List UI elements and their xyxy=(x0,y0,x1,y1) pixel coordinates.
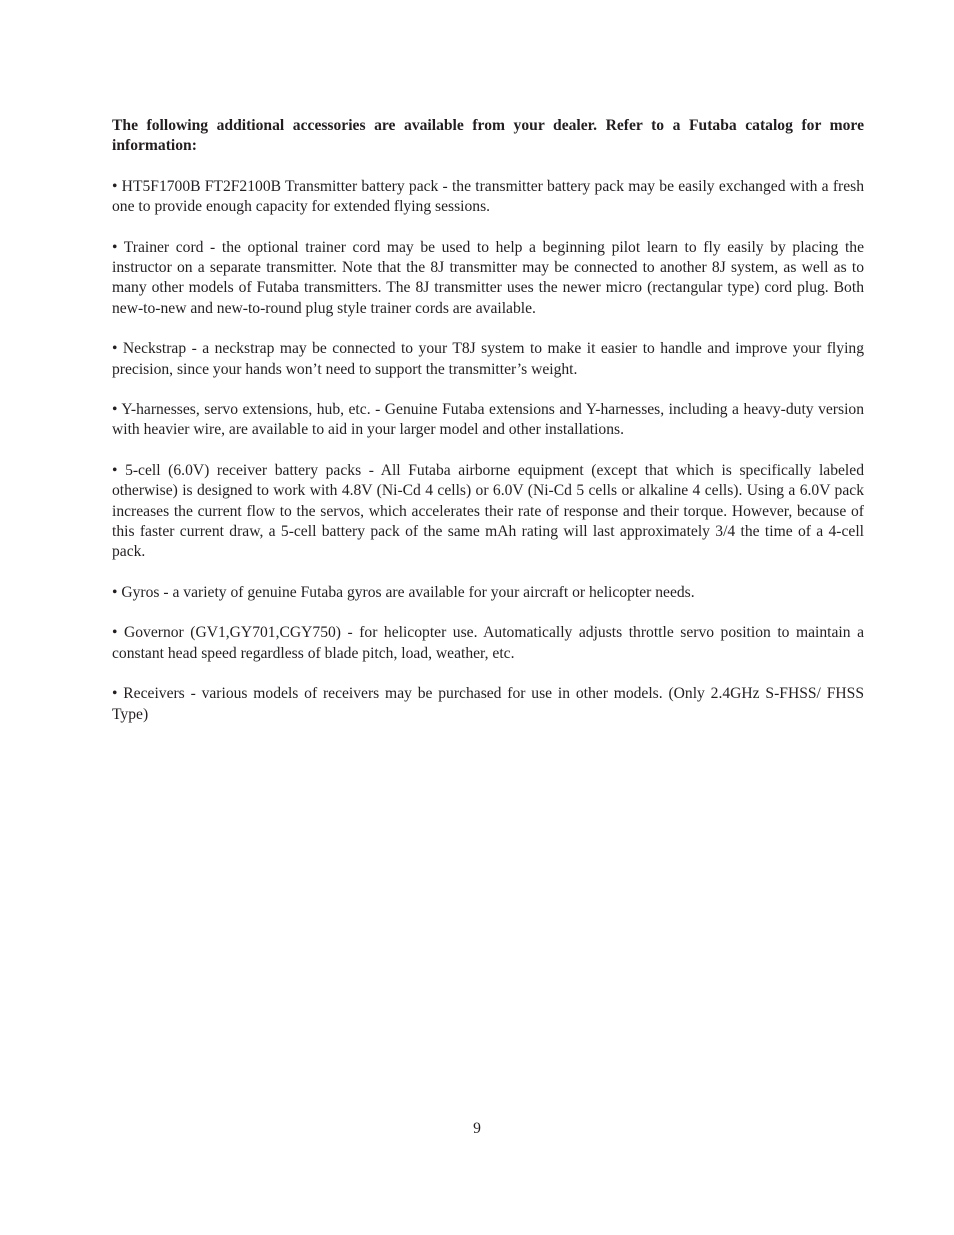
intro-paragraph: The following additional accessories are available from your dealer. Refer to a Futaba catalog for more information: xyxy=(112,117,864,155)
accessory-governor: • Governor (GV1,GY701,CGY750) - for helicopter use. Automatically adjusts throttle servo position to maintain a constant head speed regardless of blade pitch, load, weather, etc. xyxy=(112,624,864,662)
accessory-trainer-cord: • Trainer cord - the optional trainer cord may be used to help a beginning pilot learn to fly easily by placing the instructor on a separate transmitter. Note that the 8J transmitter may be connected to another 8J system, as well as to many other models of Futaba transmitters. The 8J transmitter uses the newer micro (rectangular type) cord plug. Both new-to-new and new-to-round plug style trainer cords are available. xyxy=(112,238,864,317)
accessory-battery-pack: • HT5F1700B FT2F2100B Transmitter battery pack - the transmitter battery pack may be easily exchanged with a fresh one to provide enough capacity for extended flying sessions. xyxy=(112,177,864,216)
page-number: 9 xyxy=(473,1120,481,1137)
accessory-neckstrap: • Neckstrap - a neckstrap may be connected to your T8J system to make it easier to handle and improve your flying precision, since your hands won’t need to support the transmitter’s weight. xyxy=(112,340,864,378)
accessory-gyros: • Gyros - a variety of genuine Futaba gyros are available for your aircraft or helicopter needs. xyxy=(112,583,695,601)
accessory-receiver-battery: • 5-cell (6.0V) receiver battery packs - All Futaba airborne equipment (except that which is specifically labeled otherwise) is designed to work with 4.8V (Ni-Cd 4 cells) or 6.0V (Ni-Cd 5 cells or alkaline 4 cells). Using a 6.0V pack increases the current flow to the servos, which accelerates their rate of response and their torque. However, because of this faster current draw, a 5-cell battery pack of the same mAh rating will last approximately 3/4 the time of a 4-cell pack. xyxy=(112,462,864,561)
page-content xyxy=(112,116,864,745)
accessory-receivers: • Receivers - various models of receivers may be purchased for use in other models. (Only 2.4GHz S-FHSS/ FHSS Type) xyxy=(112,685,864,723)
accessory-y-harnesses: • Y-harnesses, servo extensions, hub, etc. - Genuine Futaba extensions and Y-harnesses, including a heavy-duty version with heavier wire, are available to aid in your larger model and other installations. xyxy=(112,401,864,439)
